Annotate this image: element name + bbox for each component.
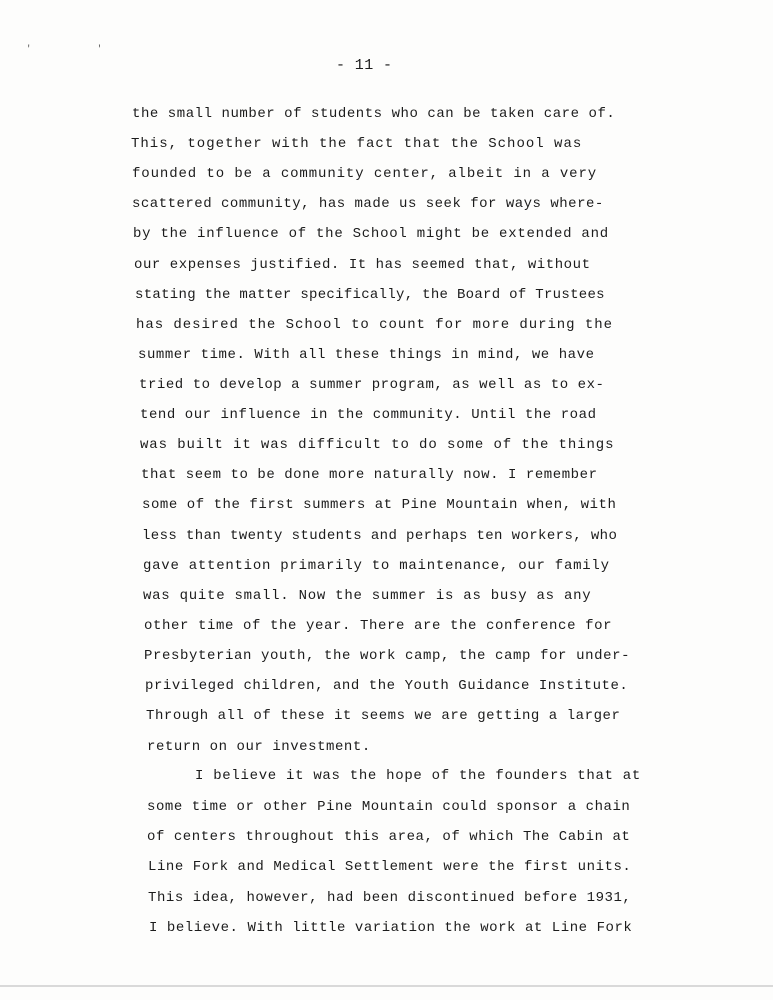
text-line: Line Fork and Medical Settlement were the first units. bbox=[148, 859, 632, 875]
text-line: was quite small. Now the summer is as busy as any bbox=[143, 588, 592, 604]
text-line: other time of the year. There are the conference for bbox=[144, 618, 613, 634]
text-line: return on our investment. bbox=[147, 739, 371, 755]
text-line: Through all of these it seems we are getting a larger bbox=[146, 708, 621, 724]
text-line: founded to be a community center, albeit in a very bbox=[132, 166, 598, 182]
text-line: I believe. With little variation the work at Line Fork bbox=[149, 920, 633, 936]
text-line: tend our influence in the community. Until the road bbox=[140, 407, 597, 423]
text-line: stating the matter specifically, the Board of Trustees bbox=[135, 287, 605, 303]
text-line: This idea, however, had been discontinued before 1931, bbox=[148, 890, 632, 906]
text-line: by the influence of the School might be extended and bbox=[133, 226, 609, 242]
scan-edge bbox=[0, 985, 773, 987]
text-line: of centers throughout this area, of which The Cabin at bbox=[147, 829, 631, 845]
text-line: that seem to be done more naturally now. I remember bbox=[141, 467, 598, 483]
scan-specks: ' ' bbox=[26, 44, 133, 54]
text-line: has desired the School to count for more during the bbox=[136, 317, 613, 333]
text-line: tried to develop a summer program, as well as to ex- bbox=[139, 377, 605, 393]
text-line: Presbyterian youth, the work camp, the camp for under- bbox=[144, 648, 631, 664]
text-line: This, together with the fact that the School was bbox=[131, 136, 583, 152]
page-number: - 11 - bbox=[336, 57, 393, 74]
text-line: gave attention primarily to maintenance, our family bbox=[143, 558, 610, 574]
text-line: the small number of students who can be taken care of. bbox=[132, 106, 616, 122]
text-line: less than twenty students and perhaps ten workers, who bbox=[142, 528, 618, 544]
text-line: privileged children, and the Youth Guidance Institute. bbox=[145, 678, 629, 694]
text-line: was built it was difficult to do some of the things bbox=[140, 437, 615, 453]
text-line: I believe it was the hope of the founders that at bbox=[195, 768, 641, 784]
text-line: our expenses justified. It has seemed that, without bbox=[134, 257, 591, 273]
text-line: scattered community, has made us seek for ways where- bbox=[132, 196, 604, 212]
text-line: some of the first summers at Pine Mountain when, with bbox=[142, 497, 617, 513]
text-line: summer time. With all these things in mind, we have bbox=[138, 347, 595, 363]
text-line: some time or other Pine Mountain could sponsor a chain bbox=[147, 799, 631, 815]
